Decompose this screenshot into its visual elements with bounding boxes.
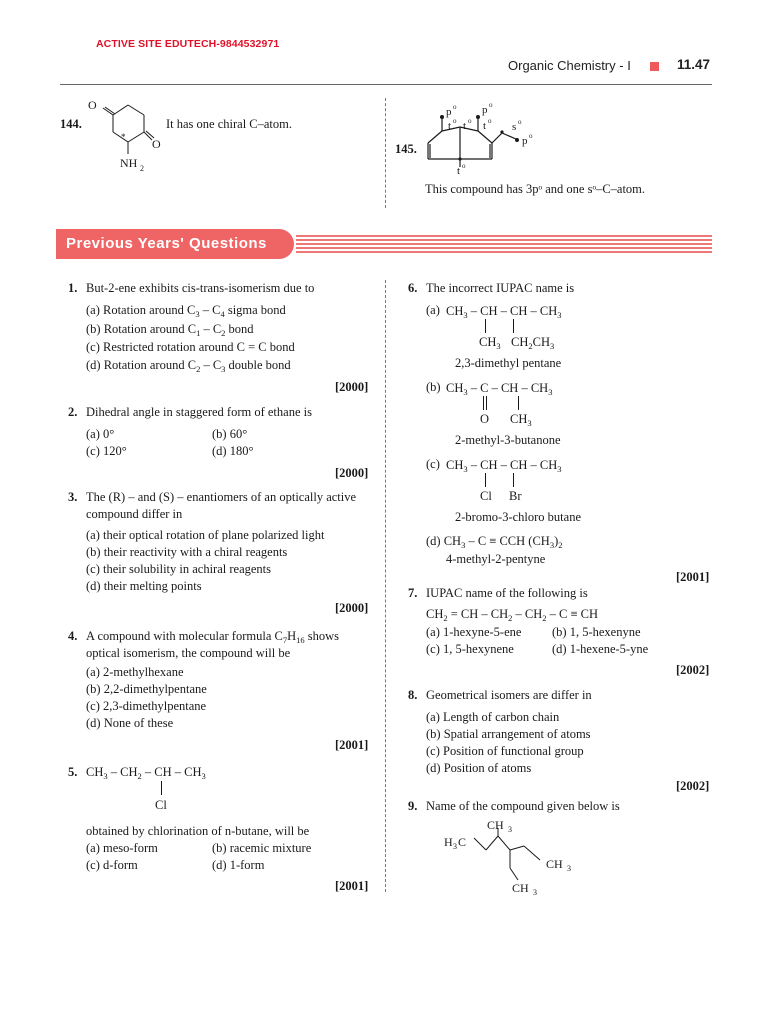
svg-text:o: o — [453, 103, 457, 111]
q6-year: [2001] — [676, 570, 710, 584]
q6a-bond2 — [513, 319, 514, 333]
q6c-formula: $CH_3$ – CH – CH – $CH_3$ — [446, 458, 562, 474]
q4-stem-line2: optical isomerism, the compound will be — [86, 646, 291, 660]
q9-ch3-top: CH — [487, 818, 504, 832]
q145-label-p3: p — [522, 135, 528, 147]
q7-option-d: (d) 1-hexene-5-yne — [552, 642, 649, 656]
q144-o-right: O — [152, 137, 161, 151]
running-header-title: Organic Chemistry - I — [508, 58, 631, 73]
q144-o-top: O — [88, 98, 97, 112]
q2-option-a: (a) 0° — [86, 427, 115, 441]
q1-year: [2000] — [335, 380, 369, 394]
svg-text:o: o — [453, 117, 457, 125]
q6c-cl: Cl — [480, 489, 492, 503]
q6a-bond1 — [485, 319, 486, 333]
svg-text:o: o — [489, 101, 493, 109]
q5-cl: Cl — [155, 798, 167, 812]
q1-option-a: (a) Rotation around $C_3 - C_4$ sigma bond — [86, 303, 286, 319]
q6c-br: Br — [509, 489, 522, 503]
q6-number: 6. — [408, 281, 418, 295]
q2-option-c: (c) 120° — [86, 444, 127, 458]
q145-text: This compound has 3pᵒ and one sᵒ–C–atom. — [425, 182, 646, 196]
q9-ch3-bottom: CH — [512, 881, 529, 895]
q2-year: [2000] — [335, 466, 369, 480]
q6b-label: (b) — [426, 380, 441, 394]
q8-option-c: (c) Position of functional group — [426, 744, 584, 758]
q145-label-t3: t — [483, 120, 487, 132]
q8-stem: Geometrical isomers are differ in — [426, 688, 592, 702]
q2-stem: Dihedral angle in staggered form of ethane is — [86, 405, 312, 419]
q145-label-t1: t — [448, 120, 452, 132]
q5-option-b: (b) racemic mixture — [212, 841, 312, 855]
q5-year: [2001] — [335, 879, 369, 893]
q6b-methyl: $CH_3$ — [510, 412, 532, 428]
q145-label-s: s — [512, 121, 517, 133]
q8-number: 8. — [408, 688, 418, 702]
q145-label-p2: p — [482, 104, 488, 116]
q6d-formula: (d) $CH_3$ – C ≡ CCH $(CH_3)_2$ — [426, 534, 563, 550]
banner-stripes — [296, 235, 712, 255]
q9-structure — [440, 812, 580, 898]
q6a-sub-branch1: $CH_3$ — [479, 335, 501, 351]
q145-number: 145. — [395, 142, 417, 156]
q6b-name: 2-methyl-3-butanone — [455, 433, 561, 447]
q1-option-b: (b) Rotation around $C_1 - C_2$ bond — [86, 322, 254, 338]
q2-option-b: (b) 60° — [212, 427, 248, 441]
q5-number: 5. — [68, 765, 78, 779]
q6-stem: The incorrect IUPAC name is — [426, 281, 575, 295]
svg-text:o: o — [529, 132, 533, 140]
q145-structure — [420, 97, 550, 177]
q6b-bond — [518, 396, 519, 410]
q9-number: 9. — [408, 799, 418, 813]
q6a-label: (a) — [426, 303, 440, 317]
top-column-divider — [385, 98, 386, 208]
q9-stem: Name of the compound given below is — [426, 799, 620, 813]
q1-number: 1. — [68, 281, 78, 295]
svg-text:o: o — [488, 117, 492, 125]
q144-text: It has one chiral C–atom. — [166, 117, 293, 131]
q9-h3c-h: H — [444, 835, 453, 849]
q144-structure — [80, 92, 170, 178]
q1-option-c: (c) Restricted rotation around C = C bond — [86, 340, 295, 354]
q5-stem: obtained by chlorination of n-butane, will be — [86, 824, 310, 838]
svg-text:o: o — [518, 118, 522, 126]
svg-text:3: 3 — [567, 864, 571, 873]
q6c-bond1 — [485, 473, 486, 487]
q144-chiral-star: * — [121, 132, 126, 142]
main-column-divider — [385, 280, 386, 892]
q8-option-a: (a) Length of carbon chain — [426, 710, 560, 724]
header-square-icon — [650, 62, 659, 71]
q6b-double-bond-2 — [486, 396, 487, 410]
q6c-bond2 — [513, 473, 514, 487]
q2-number: 2. — [68, 405, 78, 419]
svg-text:o: o — [462, 162, 466, 170]
q6b-formula: $CH_3$ – C – CH – $CH_3$ — [446, 381, 553, 397]
q5-option-c: (c) d-form — [86, 858, 138, 872]
q7-formula: $CH_2$ = CH – $CH_2 - CH_2$ – C ≡ CH — [426, 607, 599, 623]
q6c-name: 2-bromo-3-chloro butane — [455, 510, 582, 524]
q4-number: 4. — [68, 629, 78, 643]
header-rule — [60, 84, 712, 85]
q6b-double-bond-1 — [483, 396, 484, 410]
q7-stem: IUPAC name of the following is — [426, 586, 588, 600]
q5-option-a: (a) meso-form — [86, 841, 158, 855]
q7-option-b: (b) 1, 5-hexenyne — [552, 625, 641, 639]
q1-stem: But-2-ene exhibits cis-trans-isomerism due to — [86, 281, 315, 295]
q3-year: [2000] — [335, 601, 369, 615]
q8-year: [2002] — [676, 779, 710, 793]
svg-text:3: 3 — [533, 888, 537, 897]
page-number: 11.47 — [677, 57, 711, 72]
q4-stem-line1: A compound with molecular formula $C_7H_{16}$ shows — [86, 629, 340, 645]
section-title: Previous Years' Questions — [66, 235, 267, 252]
q7-option-a: (a) 1-hexyne-5-ene — [426, 625, 522, 639]
q6a-sub-branch2: $CH_2CH_3$ — [511, 335, 555, 351]
svg-text:3: 3 — [453, 842, 457, 851]
q6a-name: 2,3-dimethyl pentane — [455, 356, 562, 370]
q7-year: [2002] — [676, 663, 710, 677]
q9-h3c-c: C — [458, 835, 467, 849]
q3-option-c: (c) their solubility in achiral reagents — [86, 562, 272, 576]
q3-option-a: (a) their optical rotation of plane polarized light — [86, 528, 325, 542]
svg-text:o: o — [468, 117, 472, 125]
q144-nh-sub: 2 — [140, 164, 144, 173]
q5-formula: $CH_3 - CH_2$ – CH – $CH_3$ — [86, 765, 206, 781]
q145-label-p1: p — [446, 106, 452, 118]
q2-option-d: (d) 180° — [212, 444, 254, 458]
q7-option-c: (c) 1, 5-hexynene — [426, 642, 514, 656]
q9-ch3-right: CH — [546, 857, 563, 871]
q4-year: [2001] — [335, 738, 369, 752]
q145-label-t4: t — [457, 165, 461, 177]
q7-number: 7. — [408, 586, 418, 600]
q3-stem-line1: The (R) – and (S) – enantiomers of an optically active — [86, 490, 357, 504]
q144-nh: NH — [120, 156, 138, 170]
q6a-formula: $CH_3$ – CH – CH – $CH_3$ — [446, 304, 562, 320]
svg-text:3: 3 — [508, 825, 512, 834]
q6c-label: (c) — [426, 457, 440, 471]
q3-number: 3. — [68, 490, 78, 504]
q4-option-a: (a) 2-methylhexane — [86, 665, 184, 679]
q145-label-t2: t — [463, 120, 467, 132]
q3-option-d: (d) their melting points — [86, 579, 202, 593]
q3-option-b: (b) their reactivity with a chiral reagents — [86, 545, 288, 559]
q4-option-b: (b) 2,2-dimethylpentane — [86, 682, 207, 696]
q4-option-d: (d) None of these — [86, 716, 174, 730]
q6d-name: 4-methyl-2-pentyne — [446, 552, 546, 566]
q144-number: 144. — [60, 117, 82, 131]
q8-option-b: (b) Spatial arrangement of atoms — [426, 727, 591, 741]
q1-option-d: (d) Rotation around $C_2 - C_3$ double bond — [86, 358, 291, 374]
q5-option-d: (d) 1-form — [212, 858, 265, 872]
q6b-oxygen: O — [480, 412, 490, 426]
q3-stem-line2: compound differ in — [86, 507, 183, 521]
q8-option-d: (d) Position of atoms — [426, 761, 532, 775]
q4-option-c: (c) 2,3-dimethylpentane — [86, 699, 207, 713]
q5-bond — [161, 781, 162, 795]
watermark: ACTIVE SITE EDUTECH-9844532971 — [96, 38, 280, 50]
